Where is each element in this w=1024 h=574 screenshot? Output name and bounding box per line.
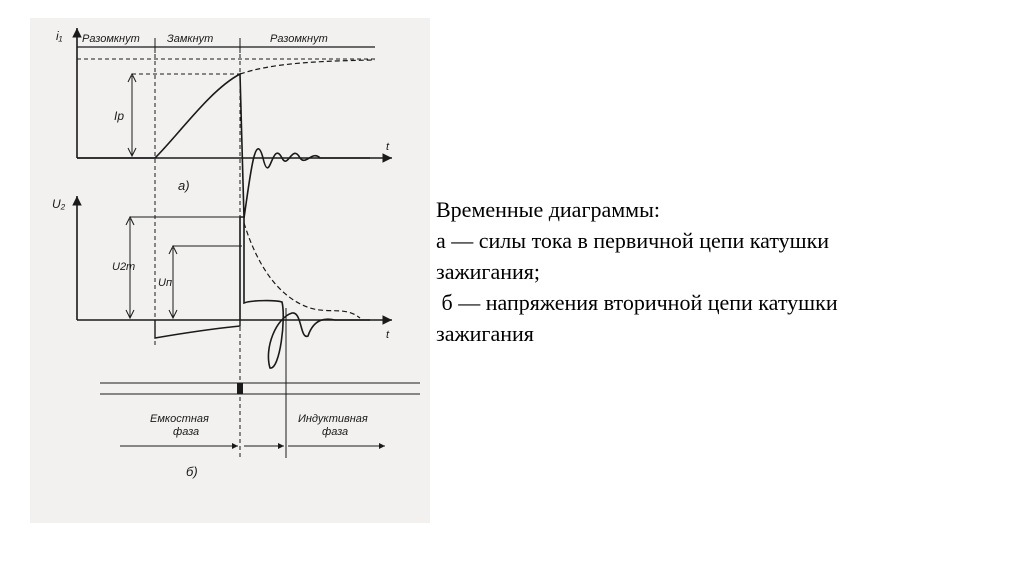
chart-a-t-label: t [386,141,390,153]
panel-a-label: а) [178,178,190,193]
phase-capacitive-line2: фаза [173,426,200,438]
chart-b-y-label: U₂ [52,197,66,211]
diagram-svg [30,18,430,523]
label-ip: Iр [114,109,125,123]
phase-inductive-line2: фаза [322,426,349,438]
state-closed: Замкнут [167,33,214,45]
phase-band [100,383,420,479]
label-un: Uп [158,277,172,289]
figure-caption [436,194,936,349]
phase-capacitive-line1: Емкостная [150,413,209,425]
state-open-2: Разомкнут [270,33,328,45]
caption-line-3: зажигания; [436,259,540,284]
chart-b-t-label: t [386,329,390,341]
secondary-voltage-curve [240,217,370,368]
ignition-timing-diagram [30,18,430,523]
chart-a-y-label: i₁ [56,29,63,43]
chart-a [56,28,392,218]
caption-line-5: зажигания [436,321,534,346]
primary-current-curve [77,74,370,218]
secondary-dip [155,320,240,338]
phase-inductive-line1: Индуктивная [298,413,368,425]
state-open-1: Разомкнут [82,33,140,45]
chart-b [52,196,392,368]
caption-line-2: а — силы тока в первичной цепи катушки [436,228,830,253]
panel-b-label: б) [186,464,198,479]
caption-line-1: Временные диаграммы: [436,197,660,222]
label-u2m: U2m [112,261,136,273]
caption-line-4: б — напряжения вторичной цепи катушки [436,290,838,315]
